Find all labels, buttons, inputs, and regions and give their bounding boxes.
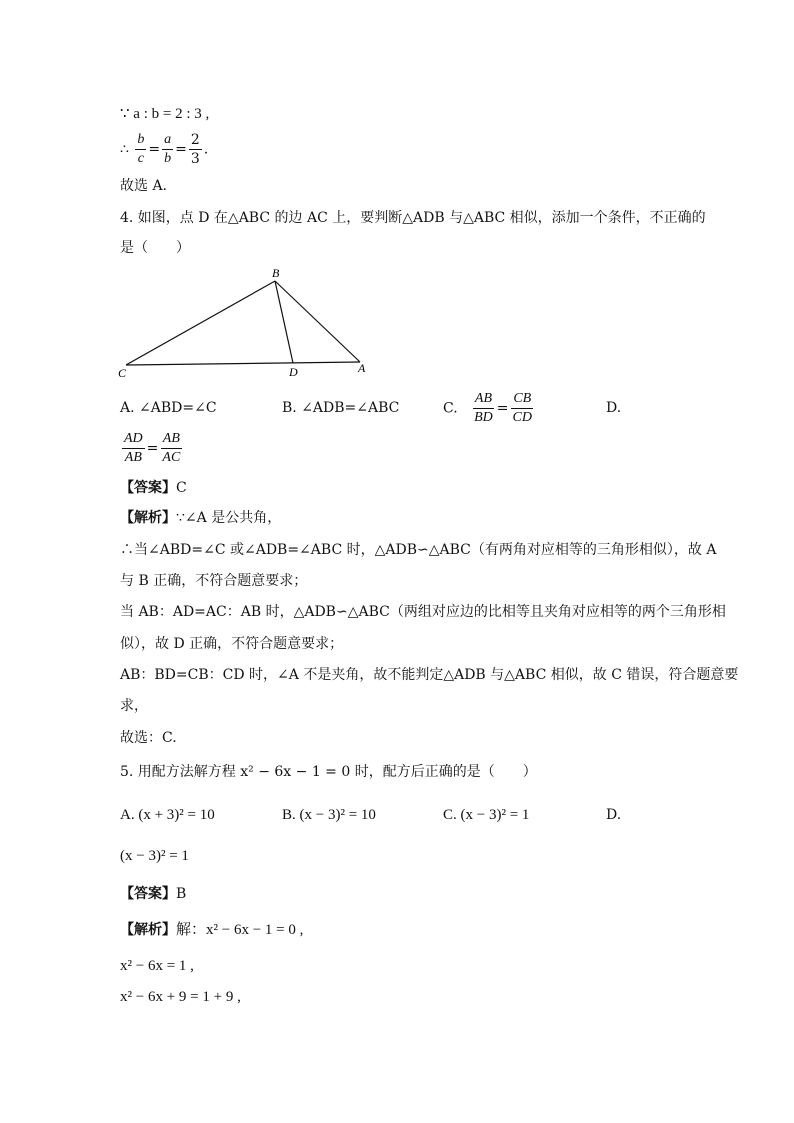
q5-stem: 5. 用配方法解方程 x² − 6x − 1 = 0 时，配方后正确的是（ ） (120, 764, 537, 780)
fraction-a-over-b: $\frac{a}{b}$ (164, 132, 172, 166)
segment-BD (275, 281, 293, 363)
q4-option-d-prefix: D. (606, 400, 622, 416)
q4-choose: 故选：C. (120, 730, 177, 746)
q4-analysis-line5: 似），故 D 正确，不符合题意要求； (120, 636, 344, 652)
q5-option-d-prefix: D. (606, 807, 622, 823)
segment-CA (126, 362, 360, 365)
label-D: D (289, 365, 298, 379)
q5-analysis-line3: x² − 6x + 9 = 1 + 9 , (120, 989, 241, 1005)
segment-CB (126, 281, 275, 365)
q5-option-d: (x − 3)² = 1 (120, 848, 189, 864)
therefore-symbol: ∴ (120, 141, 129, 158)
q5-answer: 【答案】B (120, 886, 187, 902)
q5-option-a: A. (x + 3)² = 10 (120, 807, 215, 823)
q4-analysis-line2: ∴当∠ABD=∠C 或∠ADB=∠ABC 时，△ADB∽△ABC（有两角对应相等的三角形相似），故 A (120, 542, 717, 558)
fraction-2-over-3: $\frac{2}{3}$ (190, 132, 200, 167)
prev-given-ratio: ∵ a : b = 2 : 3 , (120, 106, 210, 122)
q4-option-b: B. ∠ADB=∠ABC (282, 400, 400, 416)
q4-stem-line1: 4. 如图，点 D 在△ABC 的边 AC 上，要判断△ADB 与△ABC 相似，添加一个条件，不正确的 (120, 210, 706, 226)
fraction-b-over-c: $\frac{b}{c}$ (137, 132, 145, 166)
q5-option-c: C. (x − 3)² = 1 (443, 807, 530, 823)
q4-analysis-line7: 求， (120, 698, 148, 714)
q4-option-a: A. ∠ABD=∠C (120, 400, 217, 416)
prev-choose: 故选 A. (120, 178, 168, 194)
q4-analysis-line4: 当 AB：AD=AC：AB 时，△ADB∽△ABC（两组对应边的比相等且夹角对应相等的两个三角形相 (120, 604, 726, 620)
q4-analysis-line6: AB：BD=CB：CD 时，∠A 不是夹角，故不能判定△ADB 与△ABC 相似，故 C 错误，符合题意要 (120, 667, 739, 683)
q4-analysis-line1: 【解析】∵∠A 是公共角， (120, 510, 282, 526)
prev-conclusion-line: ∴ $\frac{b}{c}$ = $\frac{a}{b}$ = $\frac{2}{3}$ . (120, 132, 209, 167)
q4-analysis-line3: 与 B 正确，不符合题意要求； (120, 573, 308, 589)
q4-answer: 【答案】C (120, 480, 187, 496)
triangle-figure (110, 262, 380, 382)
q4-option-d: $\frac{AD}{AB}$ = $\frac{AB}{AC}$ (124, 431, 181, 465)
q4-stem-line2: 是（ ） (120, 240, 190, 256)
q5-analysis-line2: x² − 6x = 1 , (120, 958, 194, 974)
segment-BA (275, 281, 360, 362)
q5-analysis-line1: 【解析】解：x² − 6x − 1 = 0 , (120, 922, 304, 938)
label-B: B (272, 266, 280, 280)
q4-option-c: C. $\frac{AB}{BD}$ = $\frac{CB}{CD}$ (443, 391, 532, 425)
label-C: C (118, 366, 127, 380)
label-A: A (358, 361, 366, 375)
q5-option-b: B. (x − 3)² = 10 (282, 807, 376, 823)
